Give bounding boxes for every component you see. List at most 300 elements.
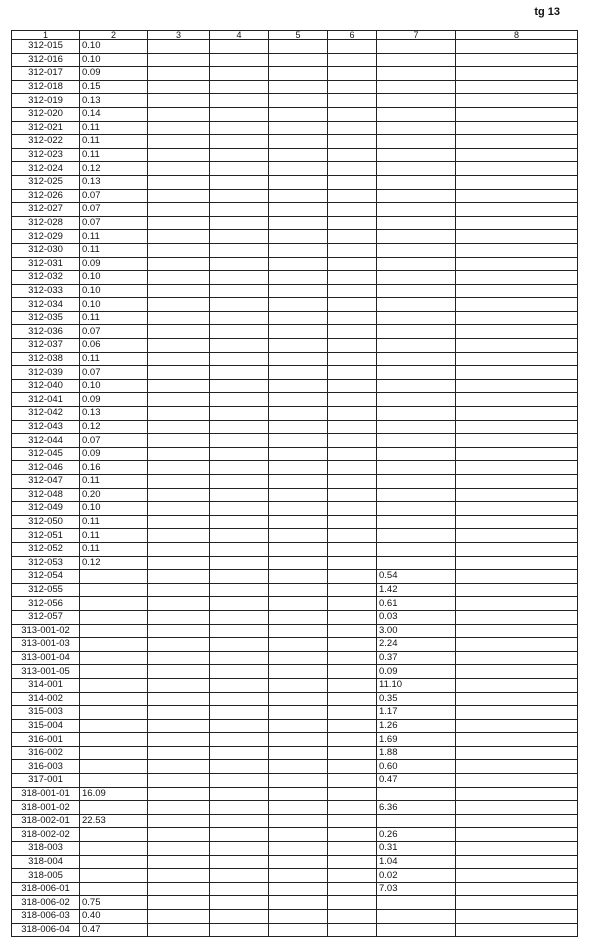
table-row: [12, 311, 578, 325]
cell-col2: 0.11: [80, 515, 148, 529]
cell-empty: [148, 339, 210, 353]
table-row: [12, 298, 578, 312]
cell-empty: [328, 570, 377, 584]
table-row: [12, 271, 578, 285]
cell-empty: [456, 40, 578, 54]
cell-empty: [148, 583, 210, 597]
cell-col2: 0.16: [80, 461, 148, 475]
cell-empty: [148, 787, 210, 801]
cell-empty: [148, 475, 210, 489]
cell-empty: [148, 597, 210, 611]
cell-col2: 0.07: [80, 203, 148, 217]
cell-col2: 0.09: [80, 393, 148, 407]
cell-empty: [269, 434, 328, 448]
cell-empty: [269, 67, 328, 81]
cell-col7: 1.04: [377, 855, 456, 869]
cell-empty: [328, 502, 377, 516]
cell-col2: 0.13: [80, 175, 148, 189]
table-row: [12, 339, 578, 353]
cell-empty: [269, 624, 328, 638]
cell-empty: [148, 148, 210, 162]
cell-empty: [210, 67, 269, 81]
cell-empty: [269, 733, 328, 747]
cell-empty: [328, 814, 377, 828]
cell-empty: [148, 257, 210, 271]
cell-empty: [148, 624, 210, 638]
cell-id: 312-053: [12, 556, 80, 570]
column-header-7: 7: [377, 31, 456, 40]
cell-col7: [377, 189, 456, 203]
column-header-6: 6: [328, 31, 377, 40]
cell-col2: 0.11: [80, 135, 148, 149]
cell-col7: 1.69: [377, 733, 456, 747]
cell-col2: 0.07: [80, 216, 148, 230]
cell-col7: [377, 311, 456, 325]
cell-col7: [377, 529, 456, 543]
cell-empty: [269, 393, 328, 407]
cell-empty: [456, 896, 578, 910]
cell-col2: 0.09: [80, 67, 148, 81]
cell-empty: [328, 339, 377, 353]
cell-col2: [80, 570, 148, 584]
cell-empty: [328, 746, 377, 760]
cell-col7: 1.42: [377, 583, 456, 597]
cell-col7: 1.88: [377, 746, 456, 760]
cell-empty: [210, 420, 269, 434]
cell-empty: [269, 651, 328, 665]
cell-empty: [269, 162, 328, 176]
cell-id: 312-040: [12, 379, 80, 393]
cell-empty: [148, 488, 210, 502]
cell-empty: [328, 107, 377, 121]
table-row: [12, 67, 578, 81]
cell-col7: [377, 434, 456, 448]
cell-empty: [269, 923, 328, 937]
cell-empty: [456, 638, 578, 652]
cell-col2: [80, 746, 148, 760]
cell-empty: [456, 542, 578, 556]
cell-col2: [80, 869, 148, 883]
cell-col7: [377, 107, 456, 121]
cell-col7: [377, 216, 456, 230]
cell-empty: [328, 284, 377, 298]
table-row: [12, 610, 578, 624]
cell-empty: [210, 488, 269, 502]
cell-id: 313-001-03: [12, 638, 80, 652]
cell-empty: [148, 570, 210, 584]
table-row: [12, 678, 578, 692]
table-row: [12, 162, 578, 176]
table-row: [12, 352, 578, 366]
cell-id: 312-052: [12, 542, 80, 556]
cell-col2: [80, 610, 148, 624]
table-row: [12, 393, 578, 407]
cell-empty: [210, 665, 269, 679]
cell-id: 312-034: [12, 298, 80, 312]
cell-empty: [148, 325, 210, 339]
cell-id: 312-018: [12, 80, 80, 94]
cell-empty: [210, 407, 269, 421]
cell-col7: [377, 40, 456, 54]
cell-empty: [269, 502, 328, 516]
cell-col2: 0.12: [80, 556, 148, 570]
cell-col7: 0.35: [377, 692, 456, 706]
cell-empty: [269, 407, 328, 421]
cell-empty: [210, 597, 269, 611]
cell-id: 312-051: [12, 529, 80, 543]
cell-empty: [328, 325, 377, 339]
cell-empty: [328, 760, 377, 774]
cell-col2: 0.14: [80, 107, 148, 121]
cell-col2: 0.11: [80, 121, 148, 135]
table-row: [12, 175, 578, 189]
cell-empty: [269, 379, 328, 393]
cell-empty: [269, 855, 328, 869]
cell-empty: [456, 610, 578, 624]
cell-col7: 0.26: [377, 828, 456, 842]
cell-empty: [210, 135, 269, 149]
cell-col7: [377, 407, 456, 421]
cell-col2: 0.11: [80, 352, 148, 366]
cell-col2: 0.40: [80, 910, 148, 924]
cell-empty: [456, 203, 578, 217]
cell-id: 312-015: [12, 40, 80, 54]
cell-empty: [148, 719, 210, 733]
cell-empty: [210, 842, 269, 856]
cell-empty: [328, 706, 377, 720]
cell-id: 312-055: [12, 583, 80, 597]
cell-empty: [210, 706, 269, 720]
cell-empty: [328, 407, 377, 421]
cell-empty: [328, 719, 377, 733]
cell-col7: [377, 542, 456, 556]
table-row: [12, 475, 578, 489]
table-row: [12, 706, 578, 720]
cell-empty: [210, 529, 269, 543]
table-row: [12, 910, 578, 924]
cell-col7: [377, 121, 456, 135]
cell-empty: [210, 339, 269, 353]
table-row: [12, 855, 578, 869]
table-row: [12, 774, 578, 788]
table-row: [12, 801, 578, 815]
data-table: [11, 30, 578, 937]
cell-col7: 0.54: [377, 570, 456, 584]
cell-empty: [148, 271, 210, 285]
cell-empty: [456, 230, 578, 244]
cell-col7: [377, 556, 456, 570]
cell-col7: [377, 352, 456, 366]
cell-empty: [210, 447, 269, 461]
cell-col7: [377, 53, 456, 67]
cell-col7: [377, 339, 456, 353]
cell-id: 312-021: [12, 121, 80, 135]
cell-empty: [148, 556, 210, 570]
table-row: [12, 733, 578, 747]
cell-col2: 0.11: [80, 529, 148, 543]
cell-col2: 0.10: [80, 298, 148, 312]
cell-empty: [148, 447, 210, 461]
cell-col7: [377, 910, 456, 924]
cell-empty: [210, 284, 269, 298]
cell-empty: [269, 40, 328, 54]
cell-empty: [456, 488, 578, 502]
cell-empty: [210, 216, 269, 230]
cell-empty: [269, 271, 328, 285]
cell-empty: [269, 447, 328, 461]
cell-id: 312-056: [12, 597, 80, 611]
table-row: [12, 243, 578, 257]
table-row: [12, 53, 578, 67]
cell-col7: [377, 325, 456, 339]
table-row: [12, 257, 578, 271]
cell-empty: [148, 515, 210, 529]
cell-empty: [328, 651, 377, 665]
cell-col2: 0.47: [80, 923, 148, 937]
cell-empty: [148, 746, 210, 760]
cell-empty: [456, 583, 578, 597]
cell-empty: [328, 774, 377, 788]
cell-empty: [328, 692, 377, 706]
cell-empty: [328, 67, 377, 81]
table-row: [12, 189, 578, 203]
cell-empty: [456, 107, 578, 121]
cell-col2: 0.11: [80, 475, 148, 489]
cell-empty: [210, 542, 269, 556]
cell-col7: [377, 257, 456, 271]
cell-empty: [148, 692, 210, 706]
cell-empty: [328, 597, 377, 611]
cell-empty: [456, 67, 578, 81]
cell-empty: [456, 719, 578, 733]
cell-empty: [210, 162, 269, 176]
cell-col7: [377, 515, 456, 529]
cell-empty: [269, 230, 328, 244]
cell-empty: [269, 121, 328, 135]
cell-empty: [210, 298, 269, 312]
cell-id: 312-046: [12, 461, 80, 475]
cell-col2: 0.09: [80, 257, 148, 271]
cell-empty: [210, 175, 269, 189]
cell-empty: [328, 855, 377, 869]
cell-empty: [456, 570, 578, 584]
column-header-2: 2: [80, 31, 148, 40]
cell-empty: [269, 515, 328, 529]
cell-id: 314-002: [12, 692, 80, 706]
cell-col2: [80, 828, 148, 842]
cell-id: 318-002-02: [12, 828, 80, 842]
cell-empty: [456, 393, 578, 407]
page-label: tg 13: [534, 6, 560, 18]
cell-empty: [269, 828, 328, 842]
cell-id: 312-057: [12, 610, 80, 624]
cell-col2: 0.07: [80, 325, 148, 339]
cell-col7: [377, 896, 456, 910]
cell-id: 312-030: [12, 243, 80, 257]
cell-empty: [456, 651, 578, 665]
cell-empty: [456, 556, 578, 570]
table-row: [12, 461, 578, 475]
cell-id: 313-001-05: [12, 665, 80, 679]
cell-empty: [328, 298, 377, 312]
cell-col2: [80, 583, 148, 597]
cell-col2: 0.12: [80, 162, 148, 176]
cell-empty: [148, 733, 210, 747]
cell-col7: 0.47: [377, 774, 456, 788]
cell-empty: [328, 515, 377, 529]
table-row: [12, 529, 578, 543]
cell-empty: [456, 706, 578, 720]
cell-col7: [377, 923, 456, 937]
cell-empty: [269, 774, 328, 788]
table-row: [12, 325, 578, 339]
cell-empty: [210, 882, 269, 896]
cell-col7: 0.37: [377, 651, 456, 665]
cell-empty: [269, 542, 328, 556]
cell-empty: [456, 461, 578, 475]
cell-empty: [210, 556, 269, 570]
table-row: [12, 570, 578, 584]
cell-empty: [269, 570, 328, 584]
cell-id: 312-025: [12, 175, 80, 189]
cell-id: 318-002-01: [12, 814, 80, 828]
cell-col2: 0.10: [80, 284, 148, 298]
cell-empty: [328, 610, 377, 624]
cell-empty: [328, 801, 377, 815]
cell-empty: [148, 352, 210, 366]
cell-empty: [210, 80, 269, 94]
cell-id: 317-001: [12, 774, 80, 788]
cell-empty: [456, 243, 578, 257]
cell-col7: 0.02: [377, 869, 456, 883]
table-row: [12, 624, 578, 638]
cell-empty: [328, 203, 377, 217]
cell-empty: [456, 121, 578, 135]
cell-id: 318-001-02: [12, 801, 80, 815]
cell-empty: [328, 434, 377, 448]
cell-empty: [269, 869, 328, 883]
cell-empty: [269, 189, 328, 203]
cell-empty: [456, 855, 578, 869]
cell-id: 312-039: [12, 366, 80, 380]
cell-empty: [148, 869, 210, 883]
cell-empty: [328, 923, 377, 937]
cell-id: 312-044: [12, 434, 80, 448]
cell-col7: 11.10: [377, 678, 456, 692]
cell-empty: [269, 842, 328, 856]
cell-empty: [269, 896, 328, 910]
cell-empty: [210, 570, 269, 584]
cell-col7: [377, 284, 456, 298]
cell-col2: [80, 706, 148, 720]
cell-id: 312-032: [12, 271, 80, 285]
cell-empty: [210, 257, 269, 271]
cell-empty: [328, 678, 377, 692]
cell-empty: [328, 842, 377, 856]
cell-empty: [148, 760, 210, 774]
cell-empty: [328, 271, 377, 285]
cell-empty: [328, 896, 377, 910]
cell-empty: [210, 230, 269, 244]
cell-empty: [269, 610, 328, 624]
table-row: [12, 203, 578, 217]
cell-empty: [269, 787, 328, 801]
cell-id: 312-026: [12, 189, 80, 203]
cell-empty: [328, 461, 377, 475]
cell-empty: [328, 556, 377, 570]
cell-empty: [456, 842, 578, 856]
cell-empty: [210, 787, 269, 801]
cell-col2: [80, 855, 148, 869]
cell-id: 312-017: [12, 67, 80, 81]
cell-empty: [148, 53, 210, 67]
cell-empty: [456, 787, 578, 801]
cell-empty: [328, 733, 377, 747]
cell-col7: [377, 379, 456, 393]
cell-empty: [456, 447, 578, 461]
cell-id: 312-054: [12, 570, 80, 584]
cell-empty: [210, 434, 269, 448]
cell-empty: [328, 393, 377, 407]
cell-empty: [148, 135, 210, 149]
cell-empty: [456, 339, 578, 353]
cell-empty: [210, 461, 269, 475]
cell-empty: [210, 719, 269, 733]
cell-empty: [328, 488, 377, 502]
table-row: [12, 107, 578, 121]
cell-empty: [456, 923, 578, 937]
cell-col2: [80, 651, 148, 665]
cell-empty: [456, 597, 578, 611]
cell-empty: [269, 760, 328, 774]
cell-col7: [377, 393, 456, 407]
cell-empty: [269, 298, 328, 312]
cell-empty: [148, 379, 210, 393]
cell-empty: [456, 420, 578, 434]
table-row: [12, 814, 578, 828]
cell-empty: [210, 40, 269, 54]
cell-col2: 0.13: [80, 94, 148, 108]
cell-col7: 1.17: [377, 706, 456, 720]
cell-col2: 0.11: [80, 542, 148, 556]
cell-empty: [269, 216, 328, 230]
cell-id: 312-042: [12, 407, 80, 421]
cell-empty: [148, 366, 210, 380]
cell-empty: [210, 311, 269, 325]
cell-empty: [456, 189, 578, 203]
cell-empty: [269, 910, 328, 924]
cell-col2: [80, 882, 148, 896]
cell-id: 312-050: [12, 515, 80, 529]
cell-empty: [456, 407, 578, 421]
table-row: [12, 284, 578, 298]
cell-empty: [456, 379, 578, 393]
cell-col7: 0.09: [377, 665, 456, 679]
column-header-3: 3: [148, 31, 210, 40]
cell-empty: [269, 53, 328, 67]
cell-empty: [328, 583, 377, 597]
cell-empty: [148, 828, 210, 842]
cell-empty: [269, 665, 328, 679]
cell-empty: [210, 869, 269, 883]
cell-empty: [328, 257, 377, 271]
table-row: [12, 447, 578, 461]
cell-empty: [328, 366, 377, 380]
cell-empty: [456, 529, 578, 543]
cell-empty: [148, 434, 210, 448]
cell-id: 318-001-01: [12, 787, 80, 801]
cell-empty: [210, 746, 269, 760]
